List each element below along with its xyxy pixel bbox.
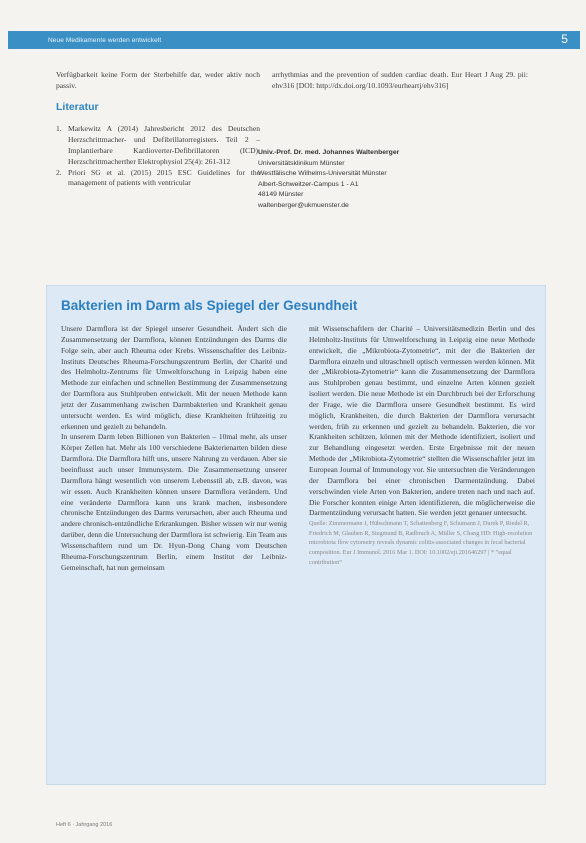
box-source-note: Quelle: Zimmermann J, Hübschmann T, Schattenberg F, Schumann J, Durek P, Riedel R, Friedrich M, Glauben R, Siegmund B, Radbruch A, Müller S, Chang HD: High-resolution microbiota flow cytometry reveals dynamic colitis-associated changes in fecal bacterial composition. Eur J Immunol. 2016 Mar 1. DOI: 10.1002/eji.201646297 | * ”equal contribution”	[309, 520, 533, 566]
reference-text: Markewitz A (2014) Jahresbericht 2012 des Deutschen Herzschrittmacher- und Defibrillatorregisters. Teil 2 – Implantierbare Kardioverter-Defibrillatoren (ICD). Herzschrittmacherther Elektrophysiol 25(4): 261-312	[68, 124, 260, 166]
reference-item	[56, 168, 260, 190]
intro-text: Verfügbarkeit keine Form der Sterbehilfe dar, weder aktiv noch passiv.	[56, 70, 260, 90]
box-paragraph: mit Wissenschaftlern der Charité – Universitätsmedizin Berlin und des Helmholtz-Instituts für Umweltforschung in Leipzig eine neue Methode entwickelt, die „Mikrobiota-Zytometrie“, mit der die Bakterien der Darmflora einzeln und ultraschnell optisch vermessen werden können. Mit der „Mikrobiota-Zytometrie“ kann die Zusammensetzung der Darmflora aus Stuhlproben genau bestimmt, und einzelne Arten können gezielt isoliert werden. Die neue Methode ist ein Durchbruch bei der Erforschung der Frage, wie die Darmflora unsere Gesundheit bestimmt. Es wird möglich, Krankheiten, die durch Bakterien der Darmflora verursacht werden, früh zu erkennen und gezielt zu behandeln. Bakterien, die vor Krankheiten schützen, können mit der Methode identifiziert, isoliert und zur Behandlung eingesetzt werden. Erste Ergebnisse mit der neuen Methode der „Mikrobiota-Zytometrie“ stellten die Wissenschaftler jetzt im European Journal of Immunology vor. Sie untersuchten die Veränderungen der Darmflora bei einer chronischen Darmentzündung. Dabei verschwinden viele Arten von Bakterien, andere treten nach und nach auf. Die Forscher konnten einige Arten identifizieren, die möglicherweise die Darmentzündung verursacht hatten. Sie werden jetzt genauer untersucht.	[309, 324, 535, 518]
author-name: Univ.-Prof. Dr. med. Johannes Waltenberger	[258, 149, 400, 156]
continued-reference-text: arrhythmias and the prevention of sudden cardiac death. Eur Heart J Aug 29. pii: ehv316 [DOI: http://dx.doi.org/10.1093/eurheartj/ehv316]	[272, 70, 528, 90]
right-column	[272, 70, 528, 92]
author-line: 48149 Münster	[258, 191, 304, 199]
info-box	[46, 285, 546, 785]
author-address	[258, 148, 458, 212]
author-line: Universitätsklinikum Münster	[258, 159, 345, 167]
page-footer: Heft 6 · Jahrgang 2016	[56, 822, 113, 828]
literature-heading: Literatur	[56, 100, 99, 113]
box-right-column	[309, 324, 535, 567]
author-email: waltenberger@ukmuenster.de	[258, 201, 349, 209]
left-column	[56, 70, 260, 189]
reference-number: 1.	[56, 124, 62, 134]
author-line: Albert-Schweitzer-Campus 1 - A1	[258, 180, 359, 188]
reference-list	[56, 124, 260, 189]
reference-number: 2.	[56, 167, 62, 177]
box-paragraph: Unsere Darmflora ist der Spiegel unserer Gesundheit. Ändert sich die Zusammensetzung der Darmflora, können Entzündungen des Darms die Folge sein, aber auch Rheuma oder Krebs. Wissenschaftler des Leibniz-Instituts Deutsches Rheuma-Forschungszentrum Berlin, der Charité und des Helmholtz-Zentrums für Umweltforschung in Leipzig haben eine Methode zur einfachen und schnellen Bestimmung der Zusammensetzung der Darmflora aus Stuhlproben entwickelt. Mit der neuen Methode kann jetzt der Zusammenhang zwischen Darmbakterien und Krankheit genau untersucht werden. Es wird möglich, diese Krankheiten frühzeitig zu erkennen und gezielt zu behandeln.	[61, 324, 287, 431]
box-title: Bakterien im Darm als Spiegel der Gesundheit	[61, 298, 358, 313]
running-header-bar	[8, 31, 580, 49]
author-line: Westfälische Wilhelms-Universität Münster	[258, 170, 387, 178]
page-number: 5	[561, 32, 568, 46]
box-left-column	[61, 324, 287, 573]
reference-item	[56, 124, 260, 167]
reference-text: Priori SG et al. (2015) 2015 ESC Guidelines for the management of patients with ventricular	[68, 167, 260, 188]
box-paragraph: In unserem Darm leben Billionen von Bakterien – 10mal mehr, als unser Körper Zellen hat. Mehr als 100 verschiedene Bakterienarten bilden diese Darmflora. Die Darmflora hilft uns, unsere Nahrung zu verdauen. Aber sie beeinflusst auch unser Immunsystem. Die Zusammensetzung unserer Darmflora hängt wesentlich von unserem Lebensstil ab, z.B. davon, was wir essen. Auch Krankheiten können unsere Darmflora verändern. Und eine veränderte Darmflora kann uns krank machen, insbesondere chronische Entzündungen des Darms verursachen, aber auch Rheuma und andere chronisch-entzündliche Erkrankungen. Bisher wissen wir nur wenig darüber, denn die Untersuchung der Darmflora ist schwierig. Ein Team aus Wissenschaftlern rund um Dr. Hyun-Dong Chang vom Deutschen Rheuma-Forschungszentrum Berlin, einem Institut der Leibniz-Gemeinschaft, hat nun gemeinsam	[61, 432, 287, 572]
running-title: Neue Medikamente werden entwickelt	[48, 37, 162, 44]
